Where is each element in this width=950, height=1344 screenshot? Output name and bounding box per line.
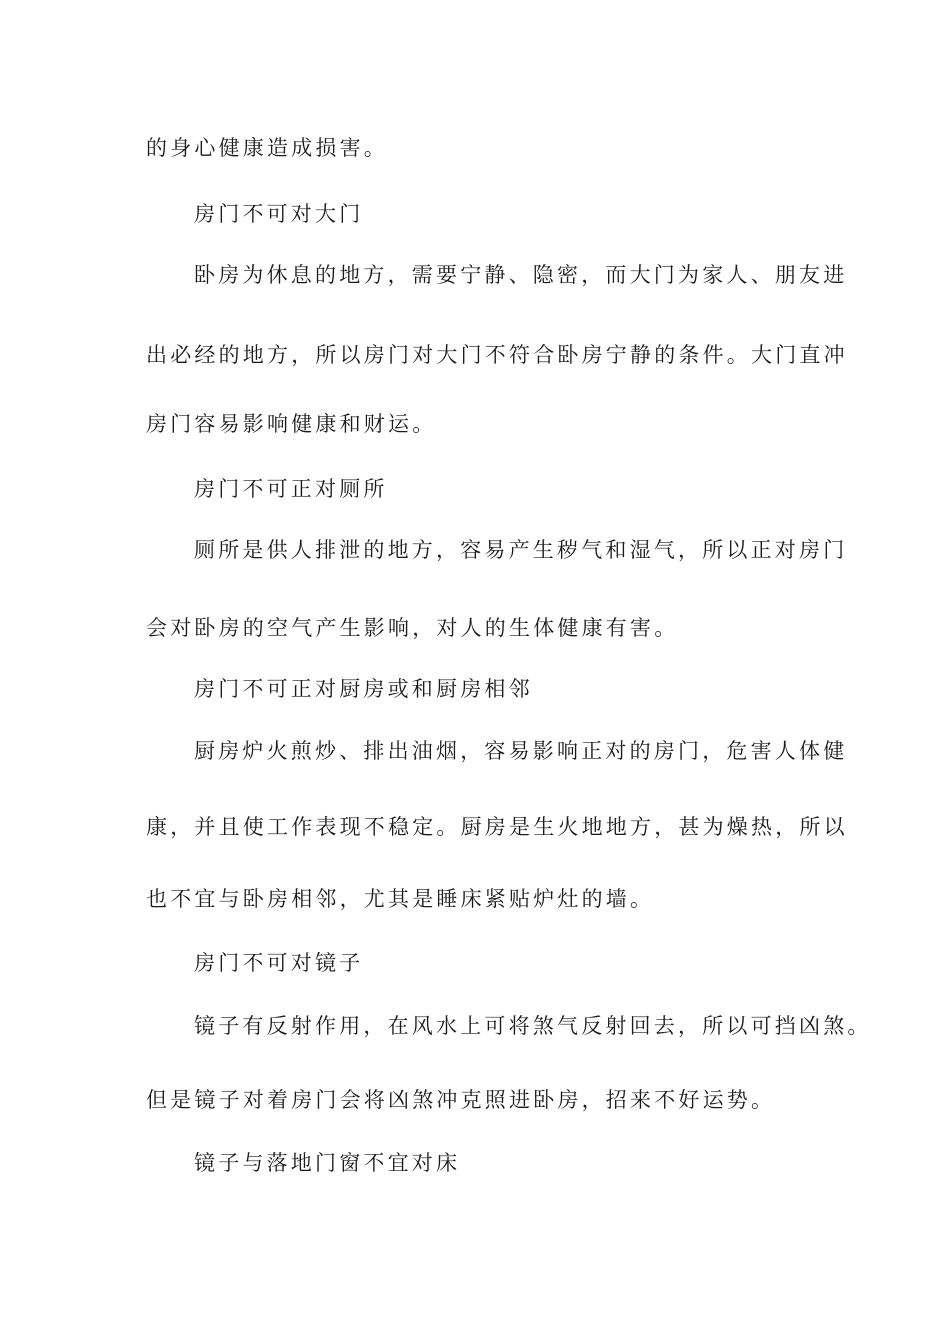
paragraph-line: 也不宜与卧房相邻，尤其是睡床紧贴炉灶的墙。 [146,887,655,911]
paragraph-line: 出必经的地方，所以房门对大门不符合卧房宁静的条件。大门直冲 [146,343,848,367]
paragraph-line: 卧房为休息的地方，需要宁静、隐密，而大门为家人、朋友进 [194,263,848,287]
paragraph-line: 康，并且使工作表现不稳定。厨房是生火地地方，甚为燥热，所以 [146,815,848,839]
section-heading: 镜子与落地门窗不宜对床 [194,1151,461,1175]
paragraph-line: 房门容易影响健康和财运。 [146,412,437,436]
section-heading: 房门不可对镜子 [194,951,364,975]
paragraph-line: 厕所是供人排泄的地方，容易产生秽气和湿气，所以正对房门 [194,538,848,562]
paragraph-line: 厨房炉火煎炒、排出油烟，容易影响正对的房门，危害人体健 [194,739,848,763]
paragraph-line: 但是镜子对着房门会将凶煞冲克照进卧房，招来不好运势。 [146,1088,776,1112]
section-heading: 房门不可对大门 [194,202,364,226]
section-heading: 房门不可正对厨房或和厨房相邻 [194,677,533,701]
paragraph-line: 镜子有反射作用，在风水上可将煞气反射回去，所以可挡凶煞。 [194,1014,872,1038]
paragraph-line: 的身心健康造成损害。 [146,136,388,160]
section-heading: 房门不可正对厕所 [194,477,388,501]
paragraph-line: 会对卧房的空气产生影响，对人的生体健康有害。 [146,616,679,640]
